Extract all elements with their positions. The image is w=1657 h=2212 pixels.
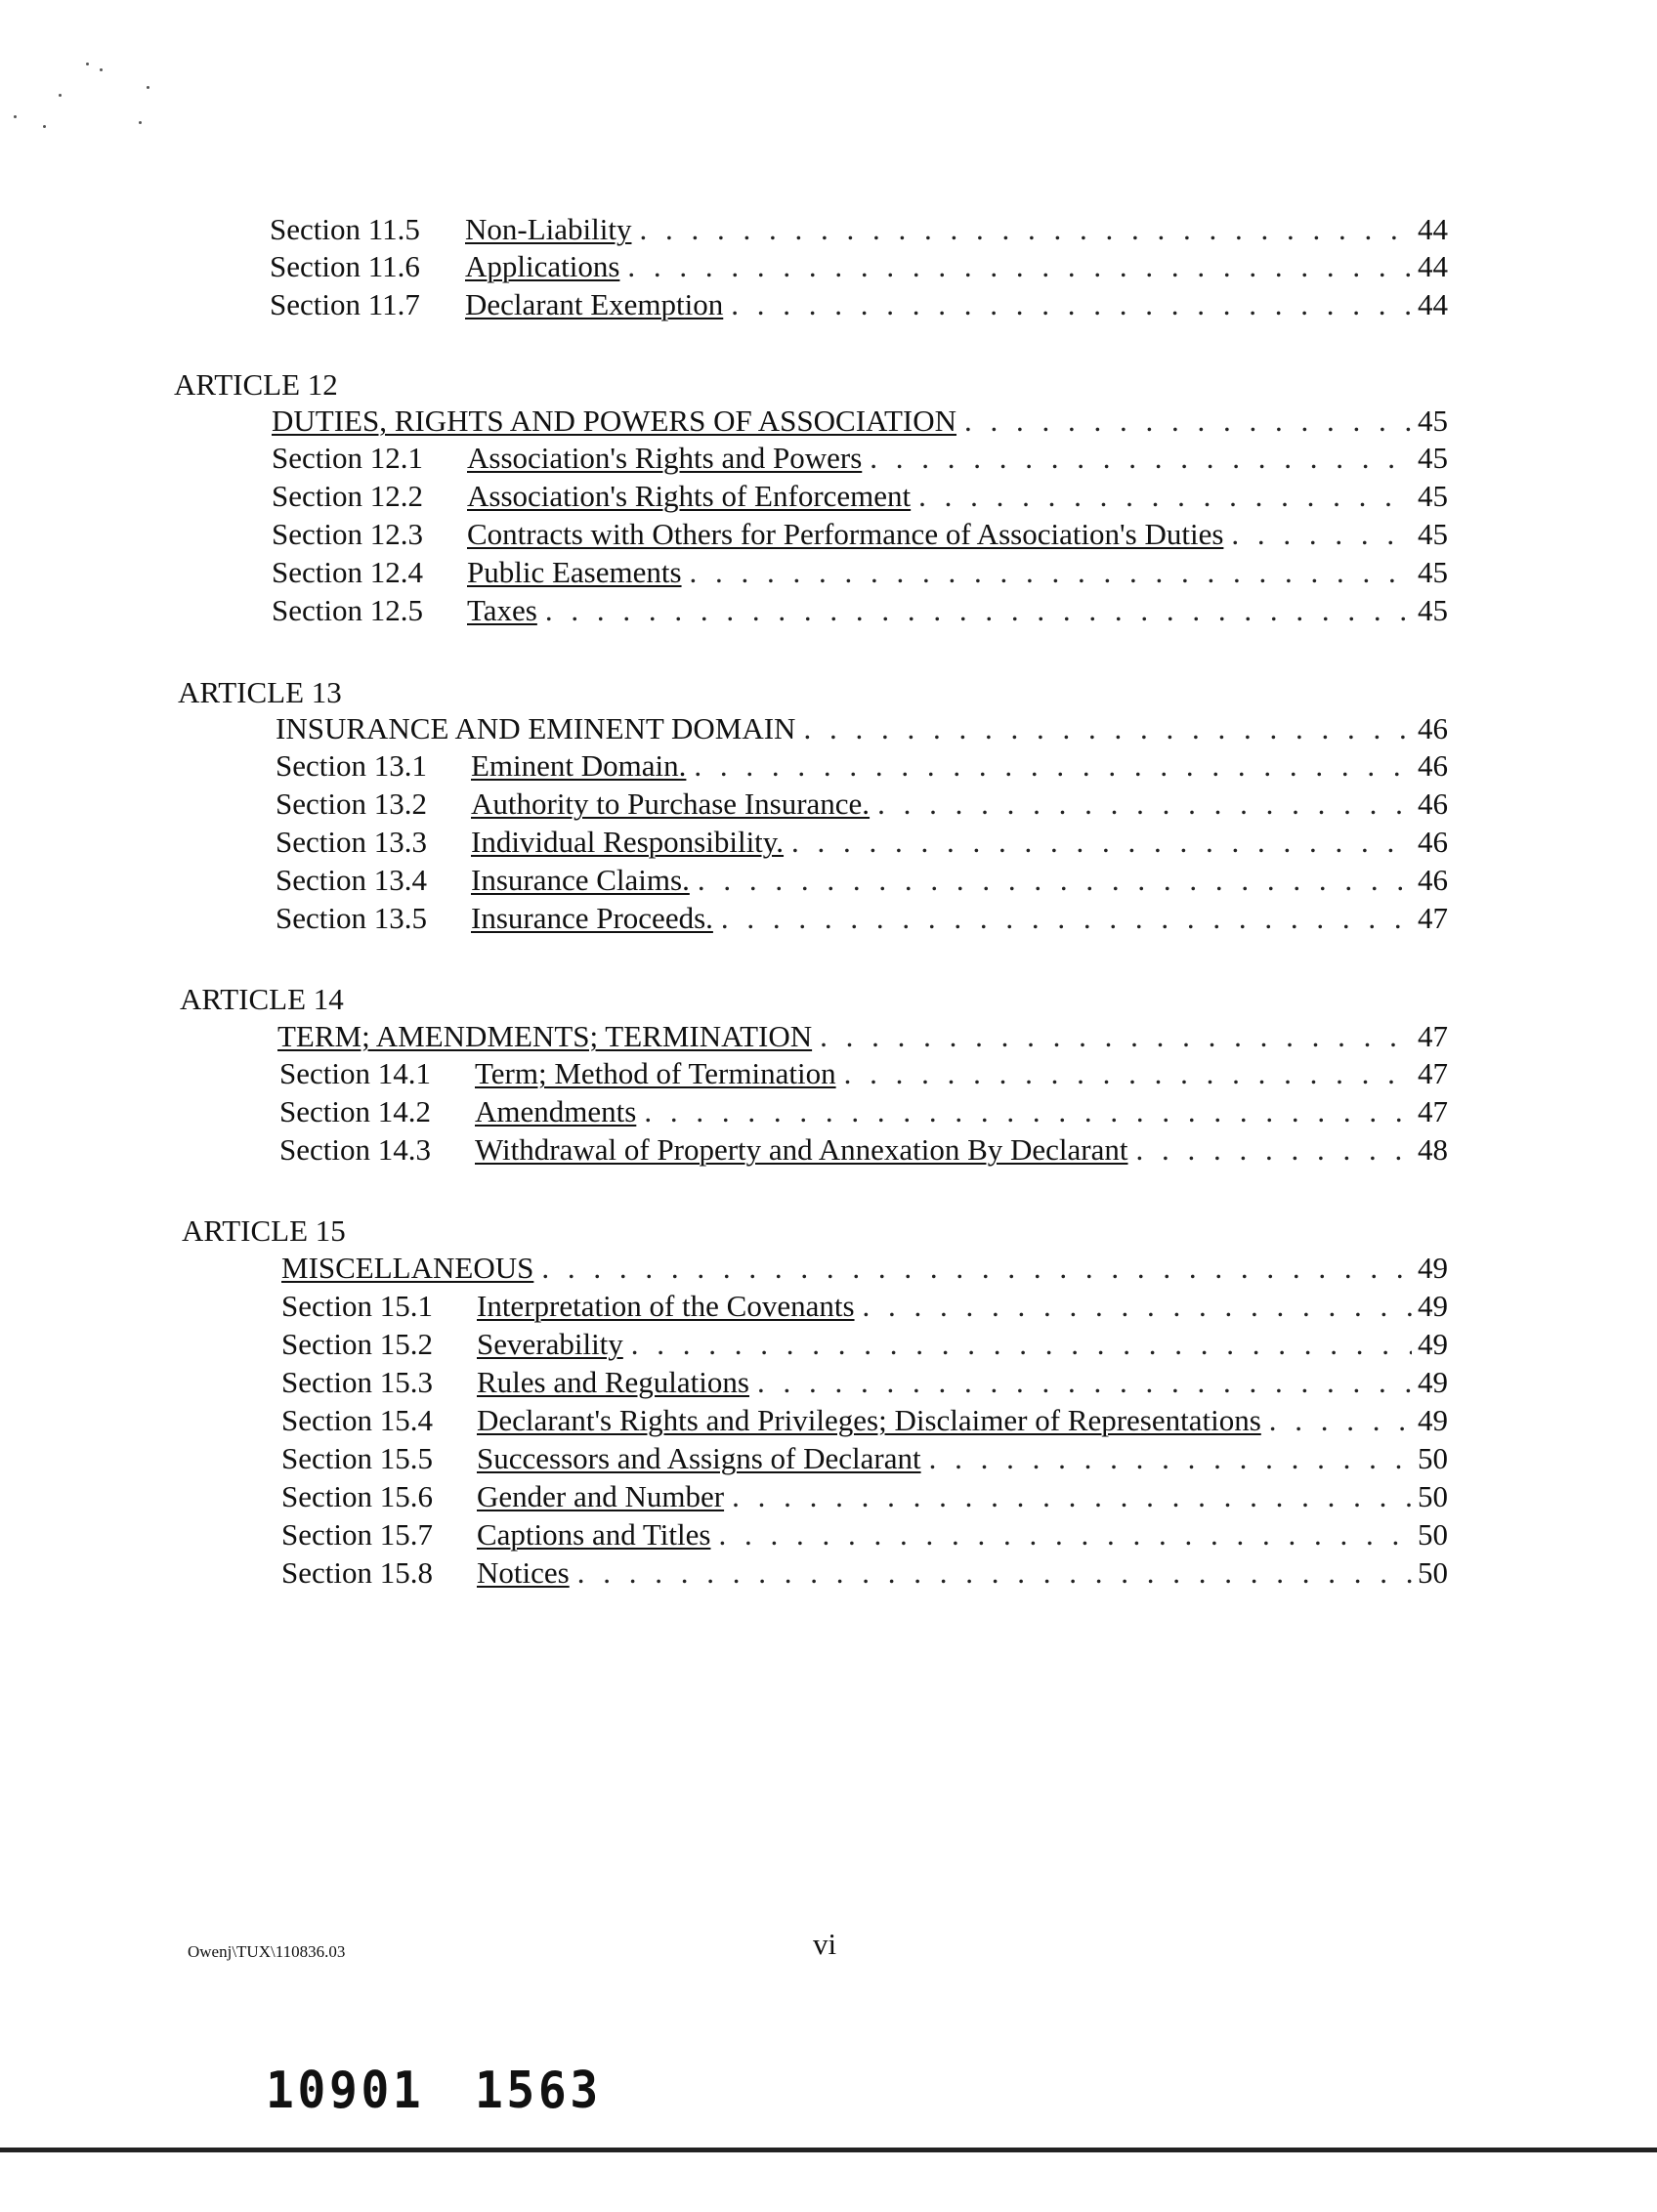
scan-speck [43, 125, 46, 128]
section-title-link[interactable]: Interpretation of the Covenants [477, 1289, 855, 1323]
dot-leader [929, 1440, 1412, 1477]
section-entry[interactable] [281, 1364, 1448, 1401]
section-entry[interactable] [272, 554, 1448, 591]
scan-speck [100, 68, 103, 71]
section-entry[interactable] [276, 824, 1448, 861]
section-title-link[interactable]: Association's Rights of Enforcement [467, 479, 912, 513]
section-entry[interactable] [272, 516, 1448, 553]
section-entry[interactable] [281, 1326, 1448, 1363]
section-number: Section 15.6 [281, 1479, 433, 1513]
section-title-link[interactable]: Withdrawal of Property and Annexation By Declarant [475, 1132, 1128, 1167]
section-number: Section 12.5 [272, 593, 423, 627]
section-number: Section 13.1 [276, 748, 427, 783]
dot-leader [731, 286, 1412, 323]
page-reference: 46 [1418, 863, 1448, 897]
dot-leader [639, 211, 1412, 248]
article-label: ARTICLE 15 [182, 1213, 346, 1248]
page-reference: 45 [1418, 479, 1448, 513]
dot-leader [820, 1018, 1412, 1055]
bottom-rule [0, 2148, 1657, 2152]
section-number: Section 13.4 [276, 863, 427, 897]
page-reference: 44 [1418, 249, 1448, 283]
section-title-link[interactable]: Authority to Purchase Insurance. [471, 787, 871, 821]
section-title-link[interactable]: Insurance Claims. [471, 863, 690, 897]
page-reference: 49 [1418, 1403, 1448, 1437]
section-title-link[interactable]: Individual Responsibility. [471, 825, 785, 859]
dot-leader [1269, 1402, 1412, 1439]
page-reference: 47 [1418, 1056, 1448, 1090]
section-entry[interactable] [270, 248, 1448, 285]
dot-leader [1231, 516, 1412, 553]
section-entry[interactable] [281, 1478, 1448, 1515]
section-entry[interactable] [276, 900, 1448, 937]
scan-speck [147, 86, 149, 89]
section-entry[interactable] [270, 286, 1448, 323]
page-reference: 50 [1418, 1479, 1448, 1513]
section-entry[interactable] [281, 1440, 1448, 1477]
article-label: ARTICLE 13 [178, 675, 342, 709]
section-number: Section 14.3 [279, 1132, 431, 1167]
article-heading-entry[interactable] [277, 1018, 1448, 1055]
page-reference: 46 [1418, 711, 1448, 745]
section-number: Section 14.1 [279, 1056, 431, 1090]
page-reference: 44 [1418, 212, 1448, 246]
dot-leader [918, 478, 1412, 515]
section-entry[interactable] [276, 747, 1448, 785]
section-title-link[interactable]: Term; Method of Termination [475, 1056, 836, 1090]
section-entry[interactable] [279, 1093, 1448, 1130]
article-title: INSURANCE AND EMINENT DOMAIN [276, 711, 796, 745]
section-entry[interactable] [279, 1131, 1448, 1169]
section-title-link[interactable]: Amendments [475, 1094, 637, 1128]
section-number: Section 15.4 [281, 1403, 433, 1437]
scan-speck [14, 115, 17, 118]
section-number: Section 15.3 [281, 1365, 433, 1399]
scan-speck [139, 121, 142, 124]
recording-stamp [266, 2062, 652, 2120]
section-number: Section 11.6 [270, 249, 420, 283]
dot-leader [545, 592, 1412, 629]
article-title: TERM; AMENDMENTS; TERMINATION [277, 1019, 813, 1053]
section-number: Section 15.8 [281, 1555, 433, 1590]
dot-leader [627, 248, 1412, 285]
section-number: Section 13.5 [276, 901, 427, 935]
section-number: Section 11.7 [270, 287, 420, 321]
dot-leader [644, 1093, 1412, 1130]
section-number: Section 15.2 [281, 1327, 433, 1361]
article-title: DUTIES, RIGHTS AND POWERS OF ASSOCIATION [272, 404, 957, 438]
page-reference: 46 [1418, 825, 1448, 859]
section-title-link[interactable]: Eminent Domain. [471, 748, 687, 783]
section-title-link[interactable]: Association's Rights and Powers [467, 441, 863, 475]
dot-leader [1136, 1131, 1413, 1169]
article-title: MISCELLANEOUS [281, 1251, 534, 1285]
article-heading-entry[interactable] [272, 403, 1448, 440]
page-reference: 50 [1418, 1555, 1448, 1590]
article-label: ARTICLE 14 [180, 982, 344, 1016]
page-reference: 49 [1418, 1289, 1448, 1323]
dot-leader [721, 900, 1412, 937]
article-heading-entry[interactable] [276, 710, 1448, 747]
dot-leader [877, 786, 1412, 823]
page-reference: 45 [1418, 517, 1448, 551]
page-reference: 49 [1418, 1327, 1448, 1361]
section-number: Section 12.1 [272, 441, 423, 475]
section-entry[interactable] [281, 1554, 1448, 1592]
document-code: Owenj\TUX\110836.03 [188, 1942, 346, 1961]
section-title-link[interactable]: Public Easements [467, 555, 682, 589]
page-reference: 46 [1418, 787, 1448, 821]
article-heading-entry[interactable] [281, 1250, 1448, 1287]
dot-leader [757, 1364, 1412, 1401]
dot-leader [964, 403, 1412, 440]
section-number: Section 15.5 [281, 1441, 433, 1475]
section-entry[interactable] [276, 786, 1448, 823]
dot-leader [577, 1554, 1412, 1592]
dot-leader [870, 440, 1412, 477]
section-entry[interactable] [276, 862, 1448, 899]
dot-leader [698, 862, 1412, 899]
section-number: Section 12.3 [272, 517, 423, 551]
section-title-link[interactable]: Insurance Proceeds. [471, 901, 713, 935]
page-reference: 47 [1418, 901, 1448, 935]
section-number: Section 14.2 [279, 1094, 431, 1128]
dot-leader [694, 747, 1412, 785]
article-label: ARTICLE 12 [174, 367, 338, 402]
section-title-link[interactable]: Declarant's Rights and Privileges; Disclaimer of Representations [477, 1403, 1261, 1437]
stamp-book-number: 10901 [266, 2062, 425, 2120]
section-title-link[interactable]: Applications [465, 249, 620, 283]
section-title-link[interactable]: Captions and Titles [477, 1517, 711, 1552]
section-title-link[interactable]: Taxes [467, 593, 537, 627]
page-reference: 45 [1418, 593, 1448, 627]
page-reference: 50 [1418, 1517, 1448, 1552]
section-entry[interactable] [281, 1516, 1448, 1553]
section-entry[interactable] [270, 211, 1448, 248]
section-title-link[interactable]: Successors and Assigns of Declarant [477, 1441, 921, 1475]
section-title-link[interactable]: Rules and Regulations [477, 1365, 749, 1399]
section-title-link[interactable]: Contracts with Others for Performance of Association's Duties [467, 517, 1224, 551]
dot-leader [803, 710, 1412, 747]
section-entry[interactable] [272, 592, 1448, 629]
section-number: Section 13.3 [276, 825, 427, 859]
page-reference: 50 [1418, 1441, 1448, 1475]
section-title-link[interactable]: Non-Liability [465, 212, 632, 246]
page-reference: 46 [1418, 748, 1448, 783]
section-entry[interactable] [279, 1055, 1448, 1092]
page-reference: 47 [1418, 1019, 1448, 1053]
dot-leader [791, 824, 1412, 861]
dot-leader [690, 554, 1412, 591]
section-entry[interactable] [272, 478, 1448, 515]
section-title-link[interactable]: Gender and Number [477, 1479, 725, 1513]
section-title-link[interactable]: Severability [477, 1327, 623, 1361]
section-entry[interactable] [272, 440, 1448, 477]
dot-leader [541, 1250, 1412, 1287]
page-reference: 49 [1418, 1251, 1448, 1285]
scan-speck [86, 63, 89, 65]
section-number: Section 11.5 [270, 212, 420, 246]
section-number: Section 15.7 [281, 1517, 433, 1552]
section-title-link[interactable]: Declarant Exemption [465, 287, 724, 321]
dot-leader [863, 1288, 1412, 1325]
dot-leader [631, 1326, 1412, 1363]
scan-speck [59, 94, 62, 97]
page-reference: 45 [1418, 441, 1448, 475]
dot-leader [718, 1516, 1412, 1553]
section-number: Section 15.1 [281, 1289, 433, 1323]
page-reference: 45 [1418, 404, 1448, 438]
stamp-page-number: 1563 [474, 2062, 602, 2120]
section-entry[interactable] [281, 1288, 1448, 1325]
section-entry[interactable] [281, 1402, 1448, 1439]
page-reference: 48 [1418, 1132, 1448, 1167]
page-reference: 49 [1418, 1365, 1448, 1399]
dot-leader [732, 1478, 1412, 1515]
section-number: Section 13.2 [276, 787, 427, 821]
dot-leader [844, 1055, 1412, 1092]
section-number: Section 12.4 [272, 555, 423, 589]
page-reference: 44 [1418, 287, 1448, 321]
section-number: Section 12.2 [272, 479, 423, 513]
page-reference: 45 [1418, 555, 1448, 589]
page-reference: 47 [1418, 1094, 1448, 1128]
section-title-link[interactable]: Notices [477, 1555, 570, 1590]
page-number: vi [813, 1927, 837, 1961]
